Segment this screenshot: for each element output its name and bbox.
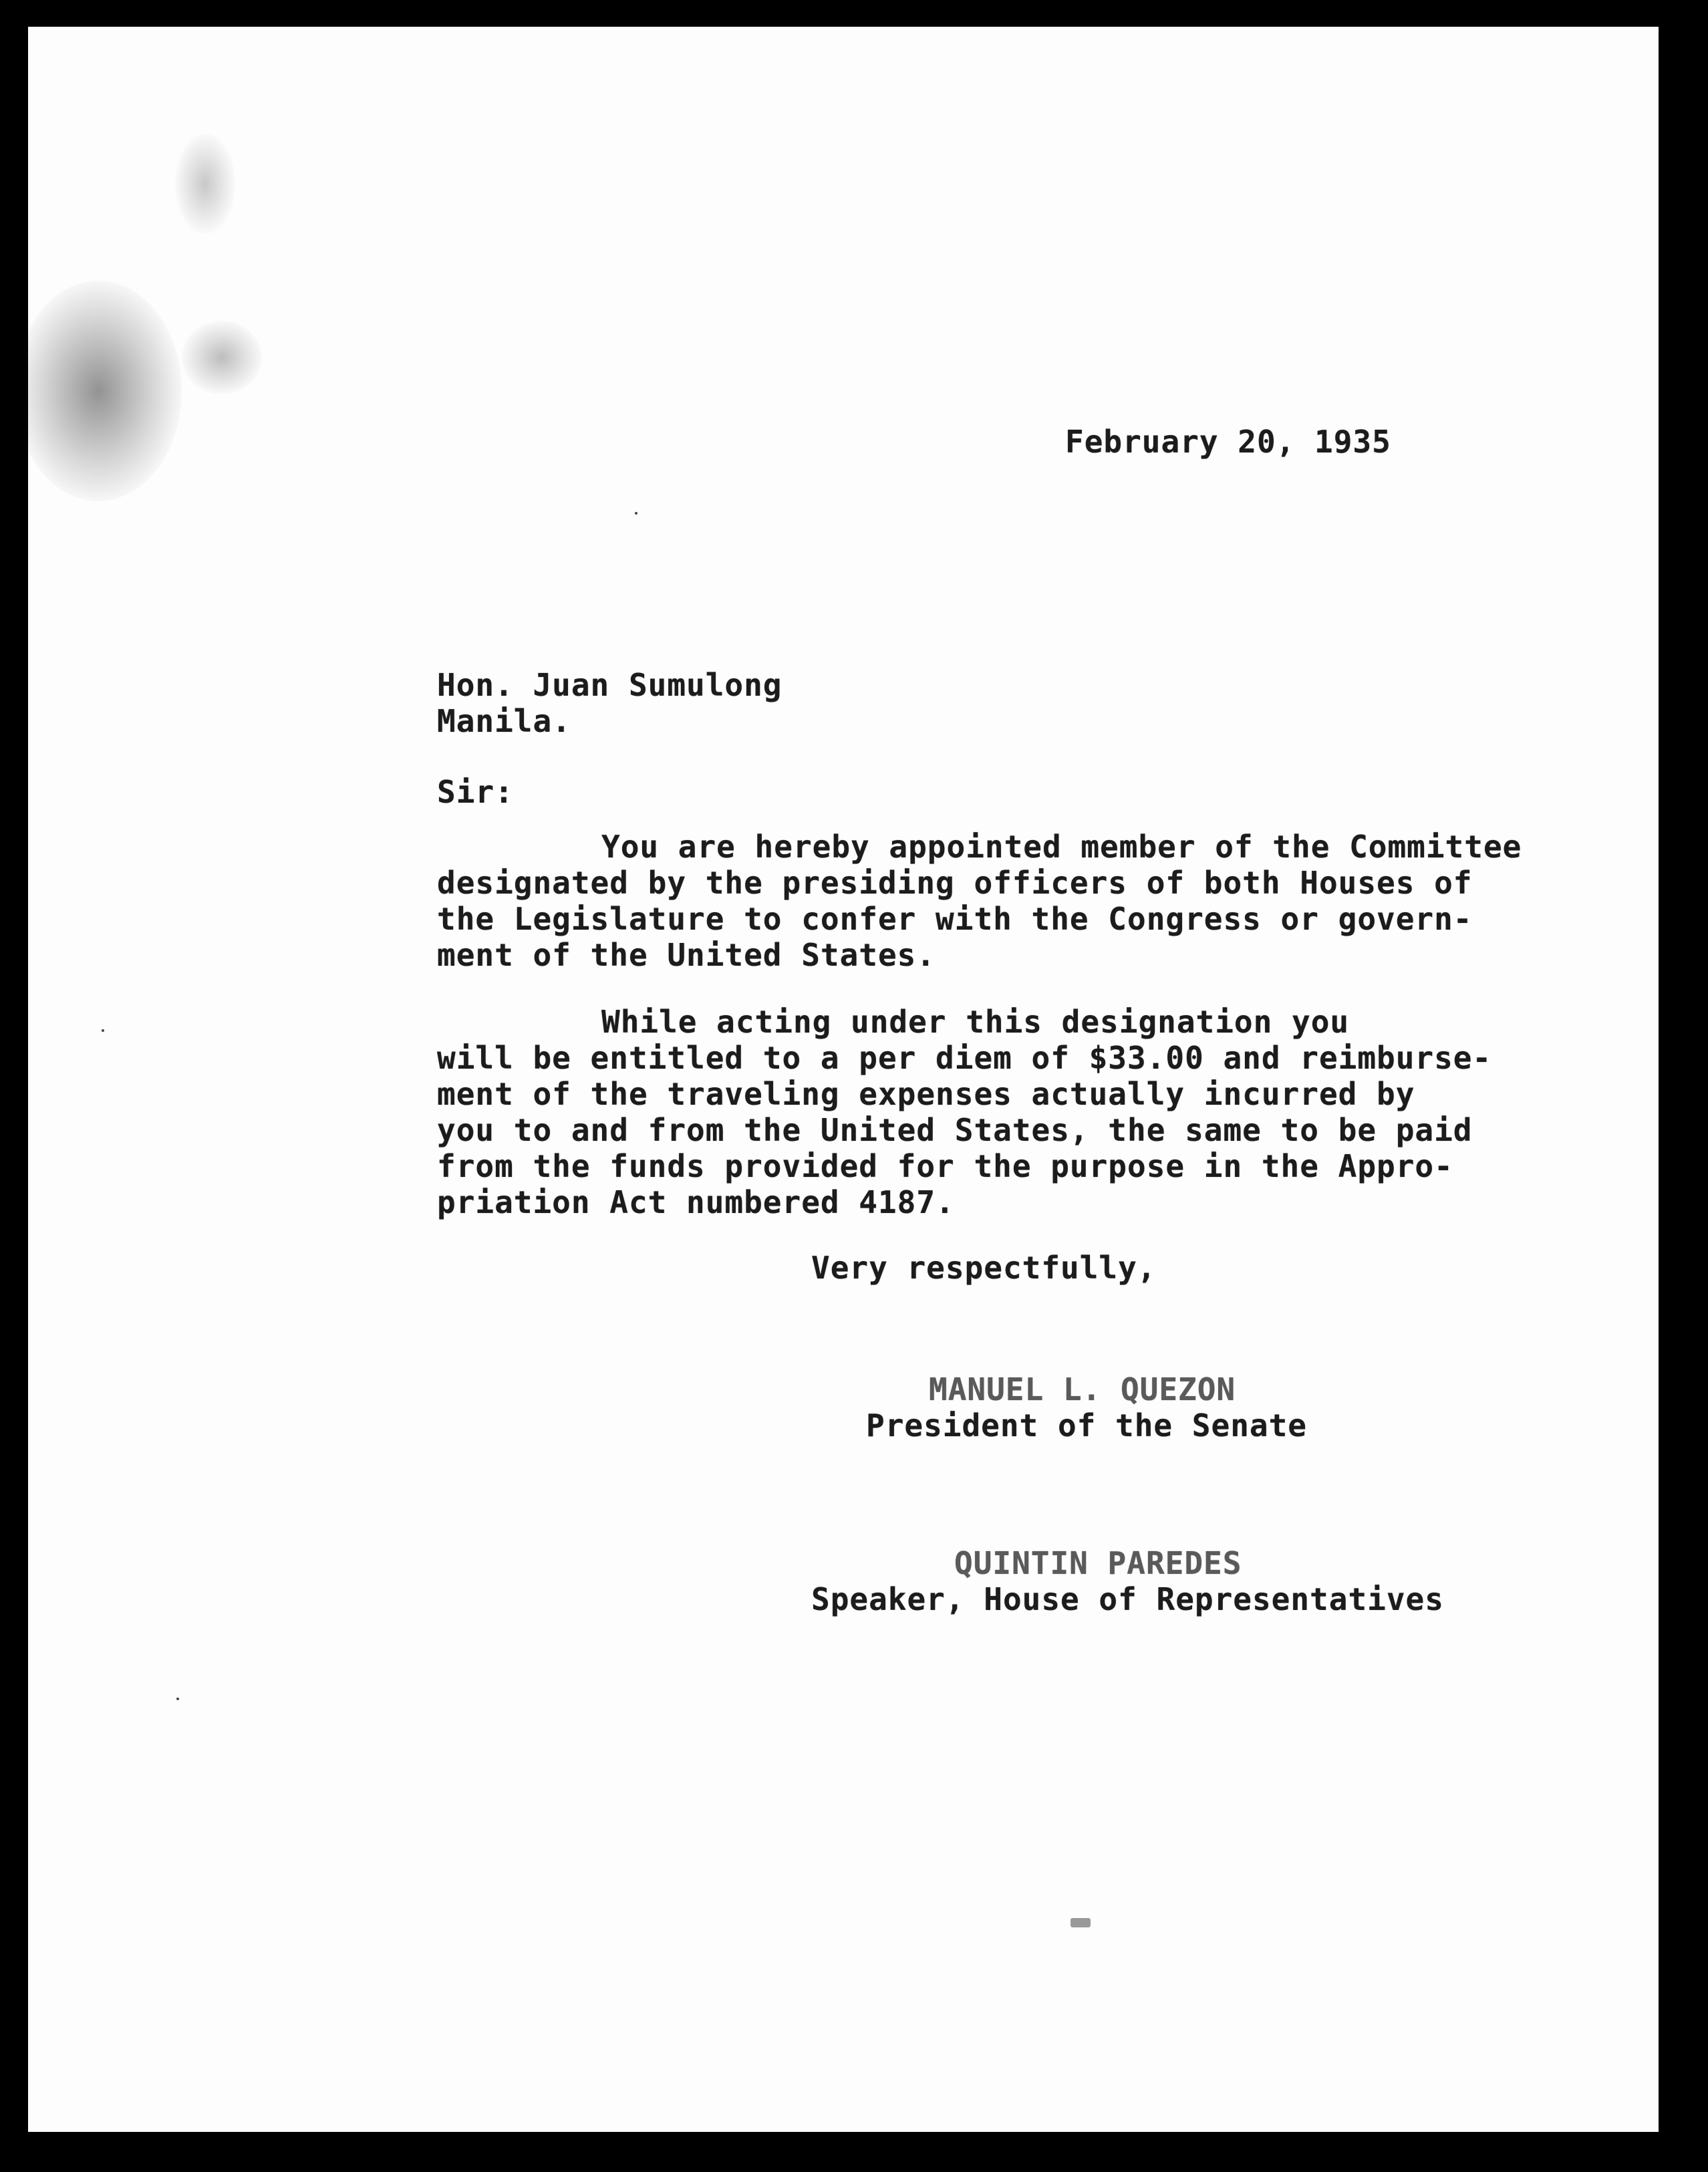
paragraph-2-line: you to and from the United States, the same to be paid — [437, 1112, 1473, 1148]
paragraph-2-line: ment of the traveling expenses actually incurred by — [437, 1076, 1415, 1112]
salutation: Sir: — [437, 774, 514, 810]
paragraph-1-line: designated by the presiding officers of both Houses of — [437, 865, 1473, 901]
scan-speck — [635, 512, 637, 515]
signatory-name: QUINTIN PAREDES — [954, 1545, 1242, 1581]
paragraph-2-line: priation Act numbered 4187. — [437, 1184, 955, 1220]
closing: Very respectfully, — [811, 1250, 1157, 1286]
signatory-name: MANUEL L. QUEZON — [929, 1371, 1236, 1407]
paragraph-2-line: While acting under this designation you — [601, 1004, 1350, 1040]
recipient-name: Hon. Juan Sumulong — [437, 667, 782, 703]
scan-speck — [176, 1698, 179, 1700]
paragraph-1-line: ment of the United States. — [437, 937, 936, 973]
ink-smudge — [182, 321, 262, 394]
paragraph-1-line: the Legislature to confer with the Congress or govern- — [437, 901, 1473, 937]
ink-smudge — [28, 281, 182, 501]
ink-smudge — [175, 134, 235, 234]
paragraph-2-line: from the funds provided for the purpose in the Appro- — [437, 1148, 1453, 1184]
scan-speck — [1071, 1918, 1091, 1927]
paragraph-2-line: will be entitled to a per diem of $33.00 and reimburse- — [437, 1040, 1492, 1076]
signatory-title: President of the Senate — [866, 1407, 1307, 1444]
recipient-city: Manila. — [437, 703, 571, 739]
paragraph-1-line: You are hereby appointed member of the Committee — [601, 829, 1522, 865]
scan-speck — [102, 1029, 104, 1032]
letter-page — [28, 27, 1659, 2132]
signatory-title: Speaker, House of Representatives — [811, 1581, 1444, 1617]
letter-date: February 20, 1935 — [1065, 424, 1391, 460]
